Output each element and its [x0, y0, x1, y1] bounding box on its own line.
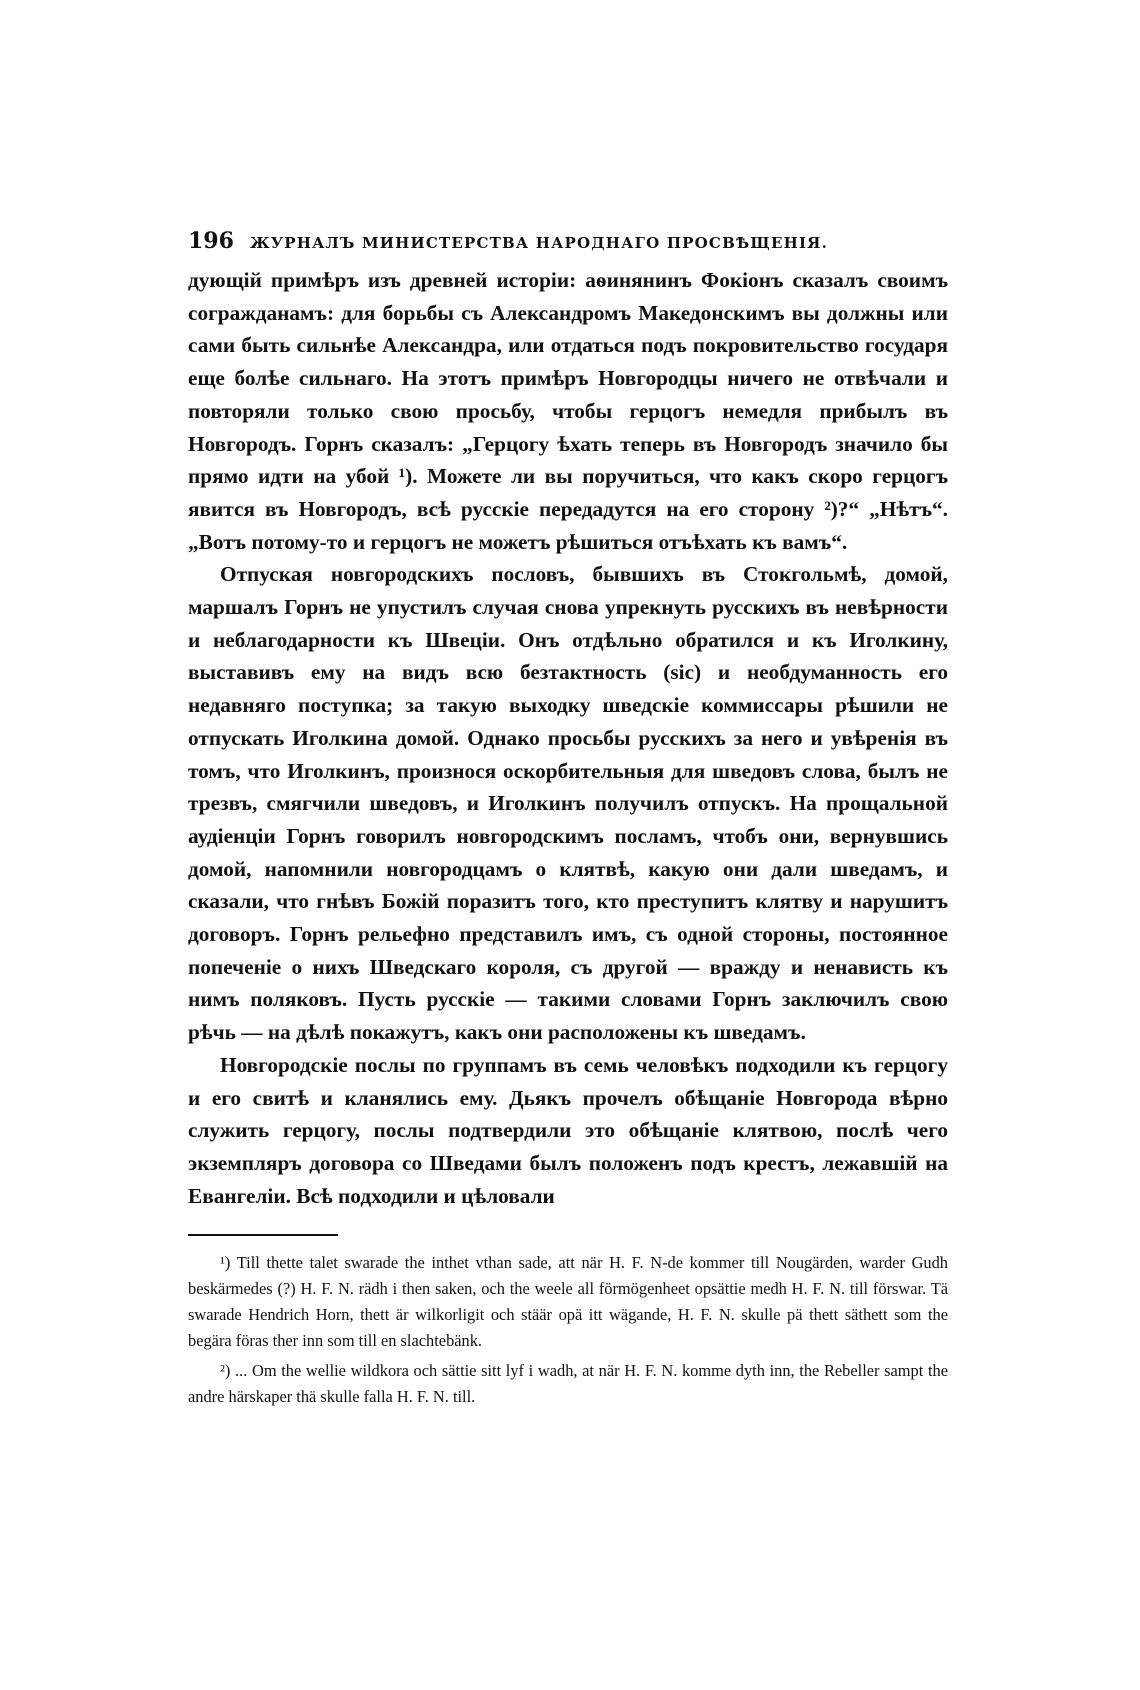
paragraph-1: дующій примѣръ изъ древней исторіи: аѳинянинъ Фокіонъ сказалъ своимъ согражданамъ: для борьбы съ Александромъ Македонскимъ вы должны или сами быть сильнѣе Александра, или отдаться подъ покровительство государя еще болѣе сильнаго. На этотъ примѣръ Новгородцы ничего не отвѣчали и повторяли только свою просьбу, чтобы герцогъ немедля прибылъ въ Новгородъ. Горнъ сказалъ: „Герцогу ѣхать теперь въ Новгородъ значило бы прямо идти на убой ¹). Можете ли вы поручиться, что какъ скоро герцогъ явится въ Новгородъ, всѣ русскіе передадутся на его сторону ²)?“ „Нѣтъ“. „Вотъ потому-то и герцогъ не можетъ рѣшиться отъѣхать къ вамъ“. [188, 268, 948, 554]
paragraph-3: Новгородскіе послы по группамъ въ семь человѣкъ подходили къ герцогу и его свитѣ и кланялись ему. Дьякъ прочелъ обѣщаніе Новгорода вѣрно служить герцогу, послы подтвердили это обѣщаніе клятвою, послѣ чего экземпляръ договора со Шведами былъ положенъ подъ крестъ, лежавшій на Евангеліи. Всѣ подходили и цѣловали [188, 1052, 948, 1208]
page-number: 196 [188, 228, 234, 254]
footnote-divider [188, 1234, 338, 1236]
journal-title: ЖУРНАЛЪ МИНИСТЕРСТВА НАРОДНАГО ПРОСВѢЩЕНІЯ. [250, 234, 829, 252]
paragraph-2: Отпуская новгородскихъ пословъ, бывшихъ въ Стокгольмѣ, домой, маршалъ Горнъ не упустилъ случая снова упрекнуть русскихъ въ невѣрности и неблагодарности къ Швеціи. Онъ отдѣльно обратился и къ Иголкину, выставивъ ему на видъ всю безтактность (sic) и необдуманность его недавняго поступка; за такую выходку шведскіе коммиссары рѣшили не отпускать Иголкина домой. Однако просьбы русскихъ за него и увѣренія въ томъ, что Иголкинъ, произнося оскорбительныя для шведовъ слова, былъ не трезвъ, смягчили шведовъ, и Иголкинъ получилъ отпускъ. На прощальной аудіенціи Горнъ говорилъ новгородскимъ посламъ, чтобъ они, вернувшись домой, напомнили новгородцамъ о клятвѣ, какую они дали шведамъ, и сказали, что гнѣвъ Божій поразитъ того, кто преступитъ клятву и нарушитъ договоръ. Горнъ рельефно представилъ имъ, съ одной стороны, постоянное попеченіе о нихъ Шведскаго короля, съ другой — вражду и ненависть къ нимъ поляковъ. Пусть русскіе — такими словами Горнъ заключилъ свою рѣчь — на дѣлѣ покажутъ, какъ они расположены къ шведамъ. [188, 562, 948, 1045]
footnote-2: ²) ... Om the wellie wildkora och sättie sitt lyf i wadh, at när H. F. N. komme dyth inn, the Rebeller sampt the andre härskaper thä skulle falla H. F. N. till. [188, 1361, 948, 1407]
running-head [188, 228, 948, 254]
footnote-1: ¹) Till thette talet swarade the inthet vthan sade, att när H. F. N-de kommer till Nougärden, warder Gudh beskärmedes (?) H. F. N. rädh i then saken, och the weele all förmögenheet opsättie medh H. F. N. till förswar. Tä swarade Hendrich Horn, thett är wilkorligit och stäär opä itt wägande, H. F. N. skulle pä thett säthett som the begära föras ther inn som till en slachtebänk. [188, 1253, 948, 1351]
document-page [188, 228, 948, 1414]
